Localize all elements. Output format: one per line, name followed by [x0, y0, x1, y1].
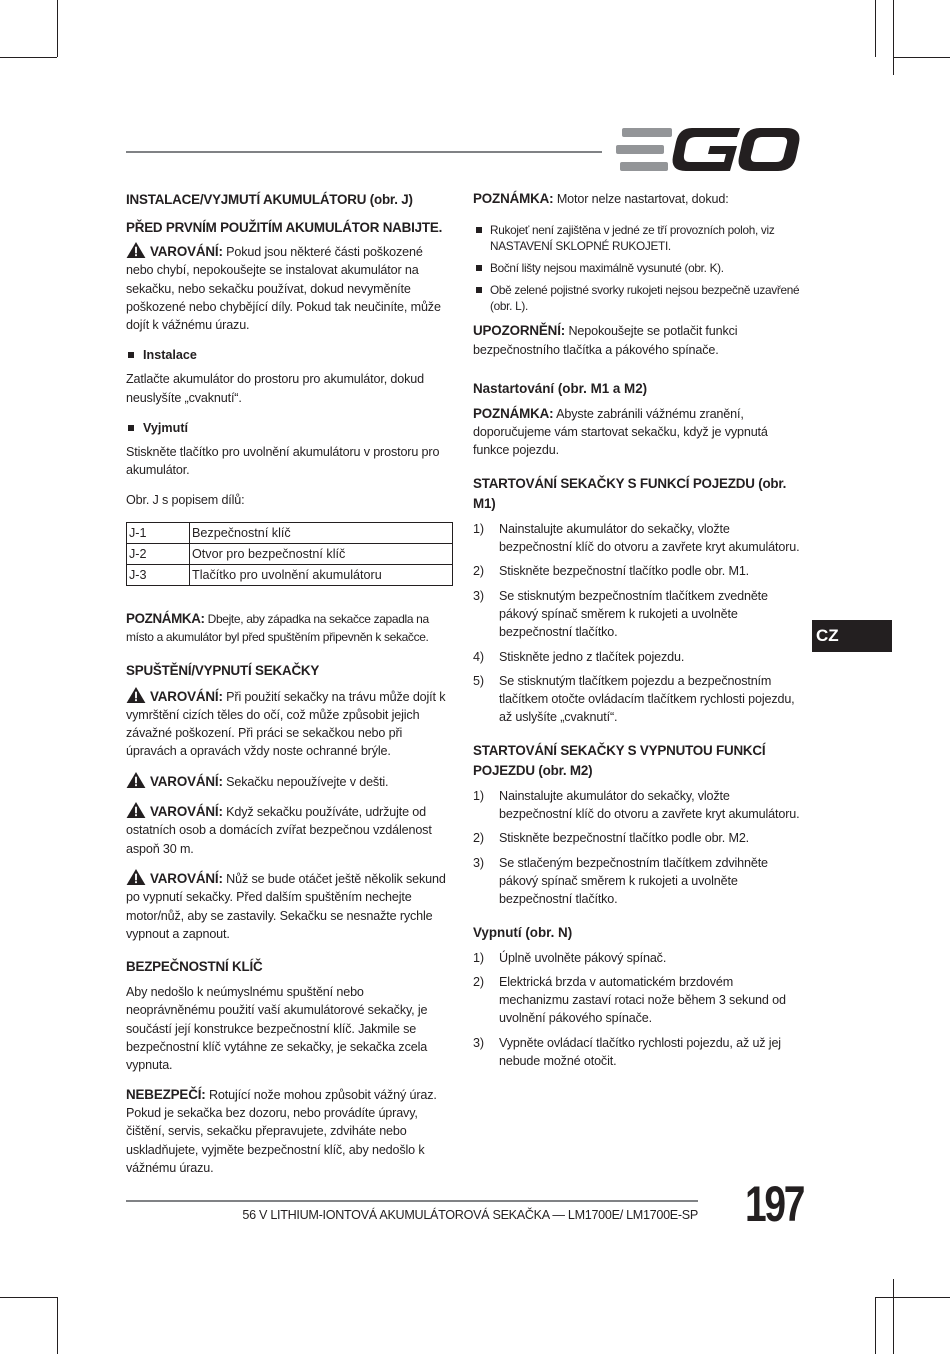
- step-number: 2): [473, 974, 484, 989]
- note-text: Dbejte, aby západka na sekačce zapadla na místo a akumulátor byl před spuštěním připevněn k sekačce.: [126, 611, 429, 645]
- step-text: Stiskněte bezpečnostní tlačítko podle obr. M1.: [499, 564, 750, 579]
- remove-text: Stiskněte tlačítko pro uvolnění akumulátoru v prostoru pro akumulátor.: [126, 445, 440, 478]
- caution-label: UPOZORNĚNÍ:: [473, 323, 566, 339]
- part-name: Otvor pro bezpečnostní klíč: [190, 543, 453, 564]
- step-text: Se stisknutým tlačítkem pojezdu a bezpečnostním tlačítkem otočte ovládacím tlačítkem rychlosti pojezdu, až uslyšíte „cvaknutí“.: [499, 673, 795, 725]
- step-number: 2): [473, 564, 484, 579]
- warning-paragraph: [126, 687, 453, 761]
- warning-label: VAROVÁNÍ:: [150, 244, 223, 259]
- bullet-square-icon: [476, 265, 482, 271]
- step-number: 3): [473, 1035, 484, 1050]
- bullet-square-icon: [476, 227, 482, 233]
- warning-paragraph: [126, 242, 453, 334]
- section-heading: Vypnutí (obr. N): [473, 924, 573, 940]
- crop-mark: [875, 1297, 950, 1298]
- list-item: [473, 973, 800, 1028]
- step-text: Nainstalujte akumulátor do sekačky, vložte bezpečnostní klíč do otvoru a zavřete kryt akumulátoru.: [499, 788, 800, 822]
- warning-icon: [126, 802, 146, 818]
- part-id: J-1: [127, 522, 190, 543]
- steps-list-m1: [473, 520, 800, 727]
- remove-heading-label: Vyjmutí: [143, 421, 189, 436]
- remove-heading: [126, 421, 453, 435]
- warning-paragraph: [126, 772, 453, 791]
- ego-logo: [616, 128, 800, 172]
- table-row: [127, 522, 453, 543]
- warning-text: Když sekačku používáte, udržujte od ostatních osob a domácích zvířat bezpečnou vzdálenost aspoň 30 m.: [126, 805, 432, 856]
- step-number: 1): [473, 521, 484, 536]
- list-item: [473, 787, 800, 824]
- crop-mark: [57, 1297, 58, 1354]
- part-id: J-2: [127, 543, 190, 564]
- parts-intro: Obr. J s popisem dílů:: [126, 492, 245, 507]
- footer-title: 56 V LITHIUM-IONTOVÁ AKUMULÁTOROVÁ SEKAČKA — LM1700E/ LM1700E-SP: [242, 1208, 698, 1222]
- table-row: [127, 564, 453, 585]
- crop-mark: [875, 1297, 876, 1354]
- step-text: Se stlačeným bezpečnostním tlačítkem zdvihněte pákový spínač směrem k rukojeti a uvolněte bezpečnostní tlačítko.: [499, 855, 768, 907]
- list-item: [473, 672, 800, 727]
- condition-list: [473, 222, 800, 314]
- bullet-square-icon: [128, 352, 134, 358]
- warning-icon: [126, 869, 146, 885]
- note-text: Motor nelze nastartovat, dokud:: [553, 192, 729, 206]
- right-column: [473, 190, 800, 1080]
- warning-label: VAROVÁNÍ:: [150, 773, 223, 789]
- note-label: POZNÁMKA:: [473, 405, 554, 421]
- step-text: Stiskněte jedno z tlačítek pojezdu.: [499, 649, 685, 664]
- warning-text: Při použití sekačky na trávu může dojít k vymrštění cizích těles do očí, což může způsobit jejich závažné poškození. Při práci se sekačkou nebo při úpravách a opravách vždy noste ochranné brýle.: [126, 689, 446, 759]
- steps-list-off: [473, 949, 800, 1071]
- step-number: 1): [473, 788, 484, 803]
- warning-icon: [126, 687, 146, 703]
- parts-table: [126, 522, 453, 586]
- crop-mark: [875, 0, 876, 57]
- step-number: 2): [473, 831, 484, 846]
- warning-paragraph: [126, 869, 453, 943]
- step-number: 4): [473, 649, 484, 664]
- warning-label: VAROVÁNÍ:: [150, 688, 223, 704]
- table-row: [127, 543, 453, 564]
- step-number: 1): [473, 950, 484, 965]
- warning-text: Sekačku nepoužívejte v dešti.: [222, 774, 389, 789]
- part-name: Tlačítko pro uvolnění akumulátoru: [190, 564, 453, 585]
- section-heading: INSTALACE/VYJMUTÍ AKUMULÁTORU (obr. J): [126, 192, 413, 207]
- crop-mark: [0, 57, 57, 58]
- crop-mark: [893, 1279, 894, 1354]
- list-item-text: Obě zelené pojistné svorky rukojeti nejsou bezpečně uzavřené (obr. L).: [490, 283, 800, 314]
- note-paragraph: [473, 190, 800, 208]
- crop-mark: [893, 0, 894, 75]
- step-text: Elektrická brzda v automatickém brzdovém mechanizmu zastaví rotaci nože během 3 sekund od uvolnění pákového spínače.: [499, 974, 786, 1026]
- caution-text: Nepokoušejte se potlačit funkci bezpečnostního tlačítka a pákového spínače.: [473, 324, 738, 357]
- note-paragraph: [473, 405, 800, 460]
- section-heading: STARTOVÁNÍ SEKAČKY S FUNKCÍ POJEZDU (obr. M1): [473, 475, 787, 511]
- step-number: 3): [473, 588, 484, 603]
- step-number: 5): [473, 673, 484, 688]
- crop-mark: [893, 57, 950, 58]
- danger-paragraph: [126, 1086, 453, 1177]
- list-item: [473, 222, 800, 254]
- crop-mark: [57, 0, 58, 57]
- warning-text: Nůž se bude otáčet ještě několik sekund po vypnutí sekačky. Před dalším spuštěním nechejte motor/nůž, aby se zastavily. Sekačku se nesnažte rychle vypnout a zapnout.: [126, 871, 446, 941]
- list-item: [473, 648, 800, 666]
- step-number: 3): [473, 855, 484, 870]
- list-item: [473, 282, 800, 314]
- header-rule: [126, 151, 602, 153]
- list-item-text: Boční lišty nejsou maximálně vysunuté (obr. K).: [490, 261, 724, 276]
- step-text: Se stisknutým bezpečnostním tlačítkem zvedněte pákový spínač směrem k rukojeti a uvolněte bezpečnostní tlačítko.: [499, 588, 768, 640]
- list-item: [473, 562, 800, 580]
- warning-text: Pokud jsou některé části poškozené nebo chybí, nepokoušejte se instalovat akumulátor na sekačku, nebo sekačku používat, dokud nevyměníte poškozené nebo chybějící díly. Pokud tak neučiníte, může dojít k vážnému úrazu.: [126, 245, 441, 333]
- list-item: [473, 829, 800, 847]
- bullet-square-icon: [476, 287, 482, 293]
- language-tab: CZ: [812, 620, 892, 652]
- list-item: [473, 260, 800, 276]
- step-text: Nainstalujte akumulátor do sekačky, vložte bezpečnostní klíč do otvoru a zavřete kryt akumulátoru.: [499, 521, 800, 555]
- footer-rule: [126, 1200, 698, 1202]
- note-paragraph: [126, 610, 453, 647]
- page-number: 197: [745, 1176, 804, 1232]
- note-label: POZNÁMKA:: [473, 191, 554, 206]
- bullet-square-icon: [128, 425, 134, 431]
- steps-list-m2: [473, 787, 800, 909]
- section-heading: SPUŠTĚNÍ/VYPNUTÍ SEKAČKY: [126, 662, 320, 678]
- install-heading-label: Instalace: [143, 348, 197, 363]
- part-id: J-3: [127, 564, 190, 585]
- section-heading: PŘED PRVNÍM POUŽITÍM AKUMULÁTOR NABIJTE.: [126, 220, 443, 235]
- list-item-text: Rukojeť není zajištěna v jedné ze tří provozních poloh, viz NASTAVENÍ SKLOPNÉ RUKOJETI.: [490, 223, 775, 254]
- list-item: [473, 520, 800, 557]
- step-text: Stiskněte bezpečnostní tlačítko podle obr. M2.: [499, 831, 750, 846]
- warning-label: VAROVÁNÍ:: [150, 870, 223, 886]
- install-heading: [126, 348, 453, 362]
- crop-mark: [0, 1297, 57, 1298]
- list-item: [473, 949, 800, 967]
- danger-text: Rotující nože mohou způsobit vážný úraz. Pokud je sekačka bez dozoru, nebo provádíte úpravy, čištění, servis, sekačku přepravujete, zdviháte nebo uskladňujete, vyjměte bezpečnostní klíč, aby nedošlo k vážnému úrazu.: [126, 1087, 437, 1175]
- danger-label: NEBEZPEČÍ:: [126, 1086, 206, 1102]
- warning-icon: [126, 242, 146, 258]
- step-text: Vypněte ovládací tlačítko rychlosti pojezdu, až už jej nebude možné otočit.: [499, 1035, 781, 1069]
- warning-icon: [126, 772, 146, 788]
- section-heading: BEZPEČNOSTNÍ KLÍČ: [126, 959, 263, 975]
- section-heading: STARTOVÁNÍ SEKAČKY S VYPNUTOU FUNKCÍ POJEZDU (obr. M2): [473, 742, 766, 778]
- warning-paragraph: [126, 802, 453, 858]
- note-label: POZNÁMKA:: [126, 610, 205, 626]
- part-name: Bezpečnostní klíč: [190, 522, 453, 543]
- list-item: [473, 587, 800, 642]
- note-text: Abyste zabránili vážnému zranění, doporučujeme vám startovat sekačku, když je vypnutá funkce pojezdu.: [473, 406, 768, 458]
- left-column: [126, 190, 453, 1188]
- list-item: [473, 1034, 800, 1071]
- step-text: Úplně uvolněte pákový spínač.: [499, 950, 667, 965]
- section-heading: Nastartování (obr. M1 a M2): [473, 380, 648, 396]
- safety-key-text: Aby nedošlo k neúmyslnému spuštění nebo neoprávněnému použití vaší akumulátorové sekačky, je součástí její konstrukce bezpečnostní klíč. Jakmile se bezpečnostní klíč vytáhne ze sekačky, je sekačka zcela vypnuta.: [126, 985, 428, 1073]
- warning-label: VAROVÁNÍ:: [150, 804, 223, 820]
- caution-paragraph: [473, 322, 800, 359]
- install-text: Zatlačte akumulátor do prostoru pro akumulátor, dokud neuslyšíte „cvaknutí“.: [126, 372, 424, 405]
- list-item: [473, 854, 800, 909]
